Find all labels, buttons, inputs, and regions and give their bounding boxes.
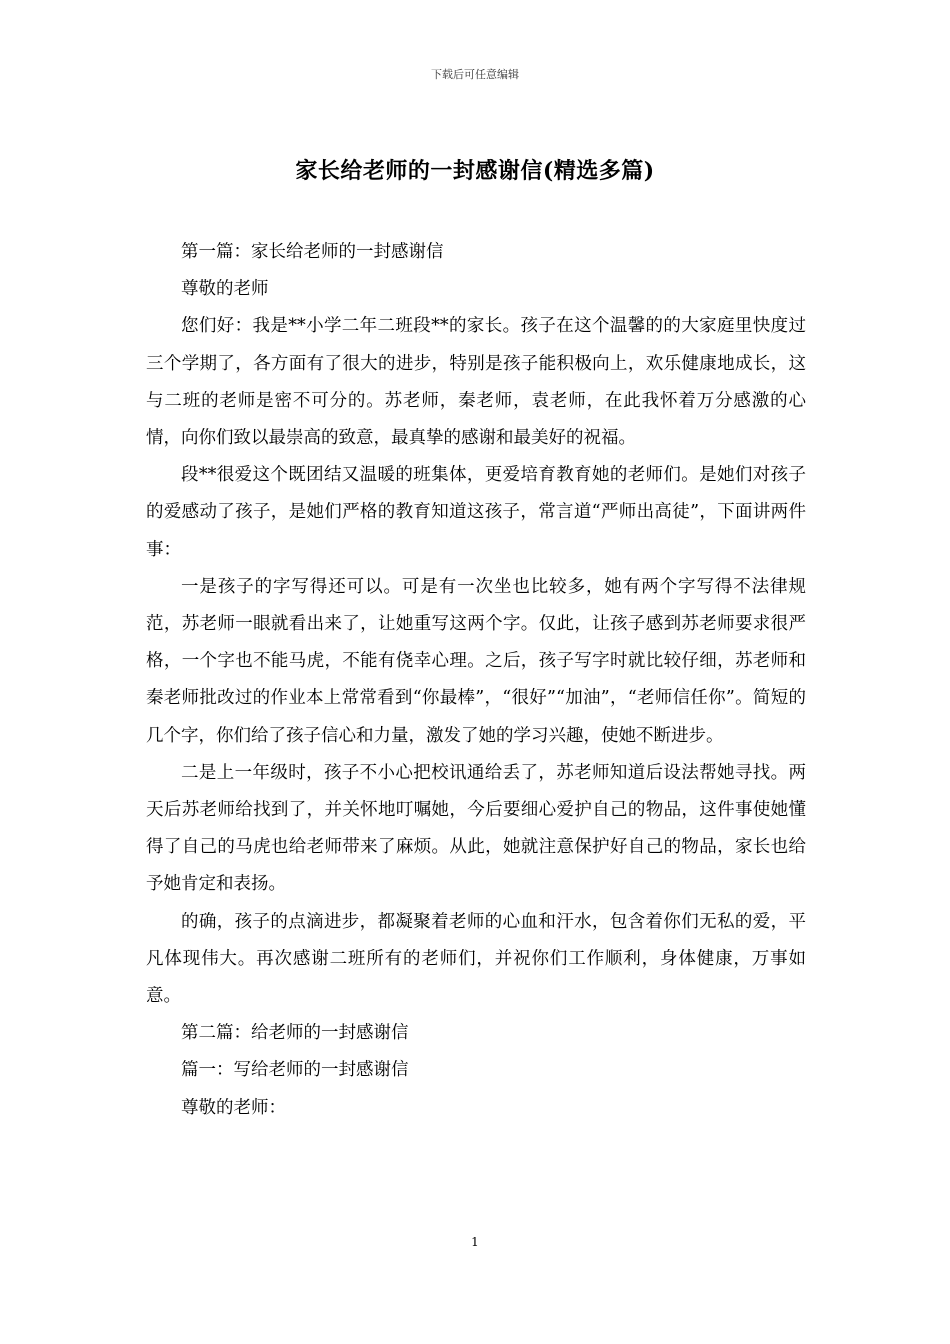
header-note: 下载后可任意编辑	[431, 68, 519, 81]
sub-heading: 篇一：写给老师的一封感谢信	[181, 1060, 409, 1081]
paragraph: 您们好：我是**小学二年二班段**的家长。孩子在这个温馨的的大家庭里快度过三个学期了，各方面有了很大的进步，特别是孩子能积极向上，欢乐健康地成长，这与二班的老师是密不可分的。苏老师，秦老师，袁老师，在此我怀着万分感激的心情，向你们致以最崇高的致意，最真挚的感谢和最美好的祝福。	[146, 316, 806, 449]
section-heading-2: 第二篇：给老师的一封感谢信	[181, 1023, 409, 1044]
paragraph: 二是上一年级时，孩子不小心把校讯通给丢了，苏老师知道后设法帮她寻找。两天后苏老师给找到了，并关怀地叮嘱她，今后要细心爱护自己的物品，这件事使她懂得了自己的马虎也给老师带来了麻烦。从此，她就注意保护好自己的物品，家长也给予她肯定和表扬。	[146, 762, 806, 895]
salutation: 尊敬的老师：	[181, 1097, 286, 1118]
body-text	[146, 234, 806, 1127]
salutation: 尊敬的老师	[181, 279, 269, 300]
document-title: 家长给老师的一封感谢信(精选多篇)	[295, 158, 655, 184]
page-number: 1	[471, 1235, 479, 1249]
paragraph: 段**很爱这个既团结又温暖的班集体，更爱培育教育她的老师们。是她们对孩子的爱感动了孩子，是她们严格的教育知道这孩子，常言道“严师出高徒”，下面讲两件事：	[146, 465, 806, 560]
paragraph: 一是孩子的字写得还可以。可是有一次坐也比较多，她有两个字写得不法律规范，苏老师一眼就看出来了，让她重写这两个字。仅此，让孩子感到苏老师要求很严格，一个字也不能马虎，不能有侥幸心理。之后，孩子写字时就比较仔细，苏老师和秦老师批改过的作业本上常常看到“你最棒”，“很好”“加油”，“老师信任你”。简短的几个字，你们给了孩子信心和力量，激发了她的学习兴趣，使她不断进步。	[146, 576, 806, 746]
section-heading-1: 第一篇：家长给老师的一封感谢信	[181, 242, 444, 262]
paragraph: 的确，孩子的点滴进步，都凝聚着老师的心血和汗水，包含着你们无私的爱，平凡体现伟大。再次感谢二班所有的老师们，并祝你们工作顺利，身体健康，万事如意。	[146, 911, 806, 1007]
